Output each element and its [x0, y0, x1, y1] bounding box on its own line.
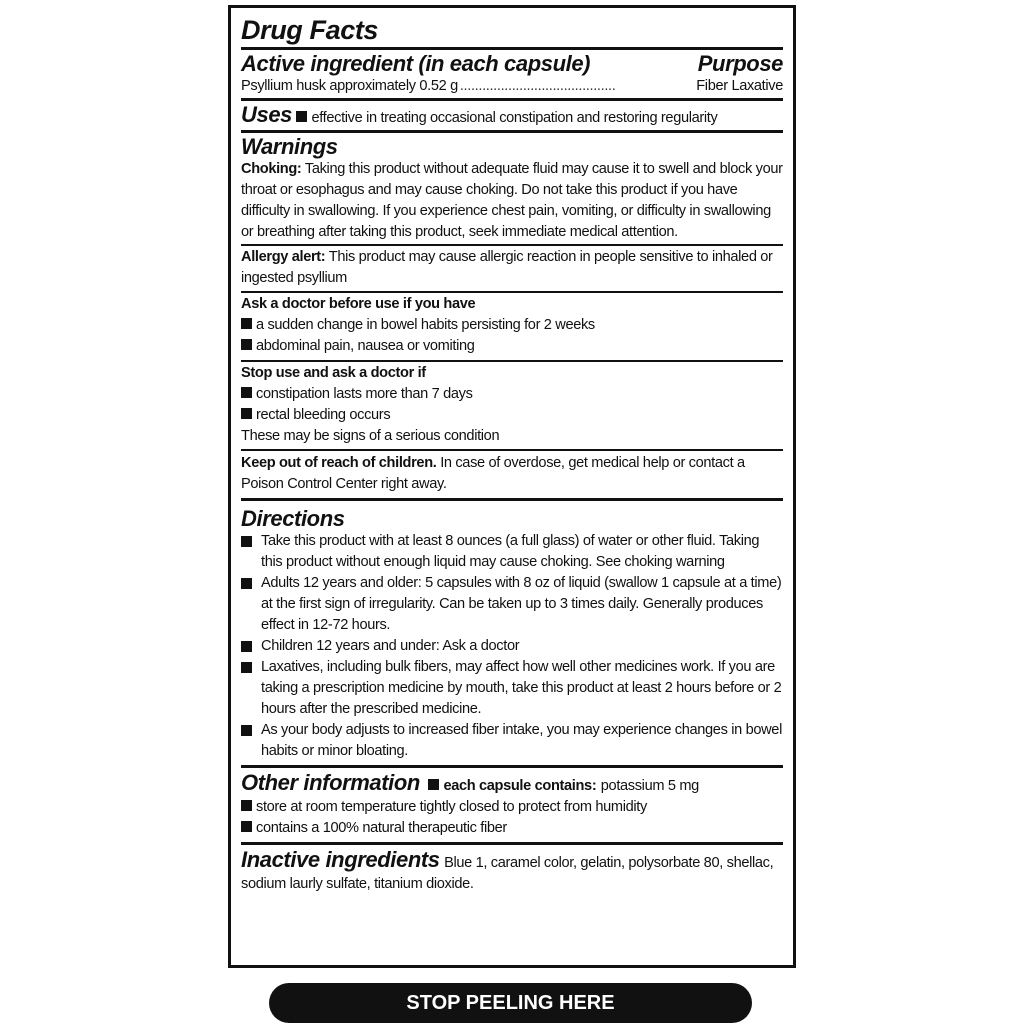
allergy-alert	[241, 244, 783, 291]
title-section	[241, 8, 783, 50]
uses-text: effective in treating occasional constipation and restoring regularity	[311, 110, 718, 126]
capsule-contains-label: each capsule contains:	[443, 778, 597, 794]
allergy-text: This product may cause allergic reaction in people sensitive to inhaled or ingested psyllium	[241, 249, 773, 286]
bullet-square-icon	[241, 318, 252, 329]
active-ingredient-heading: Active ingredient (in each capsule)	[241, 51, 591, 76]
stop-peeling-banner: STOP PEELING HERE	[269, 983, 752, 1023]
stop-use-label: Stop use and ask a doctor if	[241, 365, 426, 381]
warnings-section	[241, 133, 783, 501]
drug-facts-title: Drug Facts	[241, 15, 379, 45]
uses-heading: Uses	[241, 102, 292, 127]
choking-label: Choking:	[241, 161, 302, 177]
keep-out-text: In case of overdose, get medical help or contact a Poison Control Center right away.	[241, 455, 745, 492]
bullet-square-icon	[241, 339, 252, 350]
keep-out-block	[241, 449, 783, 498]
bullet-square-icon	[241, 821, 252, 832]
inactive-ingredients-heading: Inactive ingredients	[241, 847, 440, 872]
list-item: abdominal pain, nausea or vomiting	[241, 336, 783, 357]
purpose-value: Fiber Laxative	[696, 78, 783, 94]
bullet-square-icon	[241, 578, 252, 589]
bullet-square-icon	[296, 111, 307, 122]
directions-heading: Directions	[241, 506, 345, 531]
list-item: Take this product with at least 8 ounces (a full glass) of water or other fluid. Taking this product without enough liquid may cause choking. See choking warning	[241, 531, 783, 573]
purpose-heading: Purpose	[697, 51, 783, 76]
drug-facts-panel	[228, 5, 796, 968]
bullet-square-icon	[428, 779, 439, 790]
ask-doctor-label: Ask a doctor before use if you have	[241, 296, 476, 312]
bullet-square-icon	[241, 536, 252, 547]
keep-out-label: Keep out of reach of children.	[241, 455, 437, 471]
other-information-section	[241, 768, 783, 845]
list-item: rectal bleeding occurs	[241, 405, 783, 426]
bullet-square-icon	[241, 387, 252, 398]
bullet-square-icon	[241, 800, 252, 811]
list-item: contains a 100% natural therapeutic fiber	[241, 818, 783, 839]
warnings-heading: Warnings	[241, 134, 338, 159]
allergy-label: Allergy alert:	[241, 249, 326, 265]
choking-text: Taking this product without adequate fluid may cause it to swell and block your throat or esophagus and may cause choking. Do not take this product if you have difficulty in swallowing. If you experience chest pain, vomiting, or difficulty in swallowing or breathing after taking this product, seek immediate medical attention.	[241, 161, 783, 240]
list-item: As your body adjusts to increased fiber intake, you may experience changes in bowel habits or minor bloating.	[241, 720, 783, 762]
capsule-contains-value: potassium 5 mg	[600, 778, 699, 794]
choking-warning	[241, 159, 783, 244]
bullet-square-icon	[241, 725, 252, 736]
stop-use-note: These may be signs of a serious condition	[241, 428, 500, 444]
active-ingredient-section	[241, 50, 783, 101]
list-item: a sudden change in bowel habits persisting for 2 weeks	[241, 315, 783, 336]
ask-doctor-block	[241, 291, 783, 360]
other-information-heading: Other information	[241, 770, 420, 795]
list-item: Adults 12 years and older: 5 capsules with 8 oz of liquid (swallow 1 capsule at a time) at the first sign of irregularity. Can be taken up to 3 times daily. Generally produces effect in 12-72 hours.	[241, 573, 783, 636]
bullet-square-icon	[241, 662, 252, 673]
inactive-ingredients-text: Blue 1, caramel color, gelatin, polysorbate 80, shellac, sodium laurly sulfate, titanium dioxide.	[241, 855, 774, 892]
bullet-square-icon	[241, 408, 252, 419]
inactive-ingredients-section	[241, 845, 783, 895]
bullet-square-icon	[241, 641, 252, 652]
active-ingredient-name: Psyllium husk approximately 0.52 g	[241, 78, 458, 94]
list-item: constipation lasts more than 7 days	[241, 384, 783, 405]
stop-use-block	[241, 360, 783, 449]
list-item: Children 12 years and under: Ask a doctor	[241, 636, 783, 657]
list-item: Laxatives, including bulk fibers, may affect how well other medicines work. If you are taking a prescription medicine by mouth, take this product at least 2 hours before or 2 hours after the prescribed medicine.	[241, 657, 783, 720]
uses-section	[241, 101, 783, 133]
list-item: store at room temperature tightly closed to protect from humidity	[241, 797, 783, 818]
directions-section	[241, 501, 783, 768]
leader-dots: ..........................................	[459, 78, 616, 94]
